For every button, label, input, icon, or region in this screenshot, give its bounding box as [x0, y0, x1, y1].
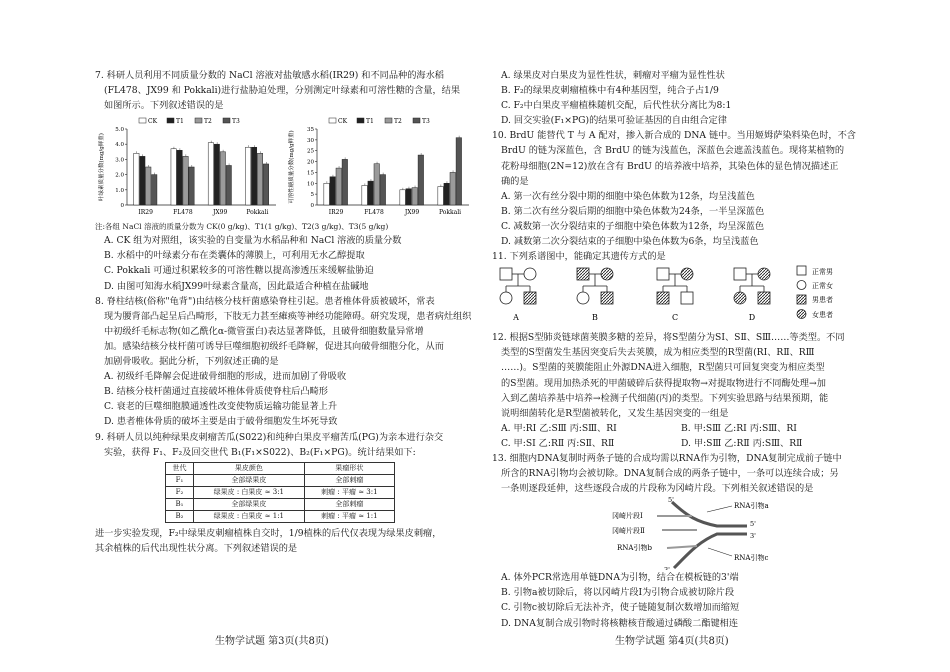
q9-option-b: B. F₂的绿果皮刺瘤植株中有4种基因型，纯合子占1/9: [501, 85, 719, 97]
q9-tail: 进一步实验发现，F₂中绿果皮刺瘤植株自交时，1/9植株的后代仅表现为绿果皮刺瘤， 其余植株的后代出现性状分离。下列叙述错误的是: [95, 527, 442, 554]
rna-primer-b-label: RNA引物b: [617, 544, 652, 553]
bar: [171, 149, 176, 205]
q9-option-a: A. 绿果皮对白果皮为显性性状，刺瘤对平瘤为显性性状: [501, 70, 725, 81]
q7-option-d: D. 由图可知海水稻JX99叶绿素含量高，因此最适合种植在盐碱地: [104, 280, 369, 292]
legend-swatch: [195, 118, 202, 123]
y-tick-label: 2.0: [115, 172, 124, 179]
q12-options: [492, 421, 870, 451]
legend-swatch: [167, 118, 174, 123]
y-tick-label: 0: [120, 203, 124, 210]
q9-option-c: C. F₂中白果皮平瘤植株随机交配，后代性状分离比为8:1: [501, 100, 732, 112]
bar: [183, 157, 188, 206]
table-header-row: 世代 果皮颜色 果瘤形状: [166, 462, 395, 474]
y-tick-label: 5.0: [115, 127, 124, 134]
x-tick-label: IR29: [138, 209, 153, 217]
legend-swatch: [223, 118, 230, 123]
svg-text:3': 3': [664, 566, 670, 571]
bar: [406, 189, 411, 205]
y-tick-label: 4.0: [115, 142, 124, 149]
legend-swatch: [357, 118, 364, 123]
bar: [438, 187, 443, 205]
bar: [189, 167, 194, 205]
q13-option-d: D. DNA复制合成引物时将核糖核苷酸通过磷酸二酯键相连: [501, 617, 739, 629]
x-tick-label: IR29: [328, 209, 344, 217]
bar: [226, 166, 231, 206]
bar: [456, 138, 461, 205]
bar: [450, 173, 455, 206]
y-tick-label: 0: [310, 203, 314, 210]
left-footer: 生物学试题 第3页(共8页): [215, 636, 329, 647]
q10-option-b: B. 第二次有丝分裂后期的细胞中染色体数为24条，一半呈深蓝色: [501, 205, 765, 217]
q8-options: [95, 369, 473, 429]
bar: [412, 188, 417, 205]
bar: [177, 151, 182, 206]
y-axis-label: 叶绿素质量分数(mg/g鲜重): [99, 133, 105, 202]
table-row: B₂ 绿果皮 : 白果皮 ≈ 1:1 刺瘤 : 平瘤 ≈ 1:1: [166, 510, 395, 522]
y-axis-label: 可溶性糖质量分数(mg/g鲜重): [289, 130, 295, 204]
q13-option-b: B. 引物a被切除后，将以冈崎片段Ⅰ为引物合成被切除片段: [501, 587, 735, 599]
svg-text:5': 5': [750, 520, 756, 529]
pedigree-diagrams: [492, 264, 870, 330]
legend-label: T2: [394, 118, 402, 126]
pedigree-label: D: [748, 313, 756, 323]
bar: [152, 175, 157, 205]
q7-option-c: C. Pokkali 可通过积累较多的可溶性糖以提高渗透压来缓解盐胁迫: [104, 265, 374, 277]
bar: [330, 177, 335, 205]
q8-option-b: B. 结核分枝杆菌通过直接破坏椎体骨质使脊柱后凸畸形: [104, 386, 328, 398]
right-page: [492, 68, 870, 631]
q9-stem: 9. 科研人员以纯种绿果皮刺瘤苦瓜(S022)和纯种白果皮平瘤苦瓜(PG)为亲本进行杂交 实验，获得 F₁、F₂及回交世代 B₁(F₁×S022)、B₂(F₁×PG)。统计结果如下:: [95, 431, 444, 458]
pedigree-label: C: [671, 313, 679, 323]
rna-primer-c-label: RNA引物c: [734, 554, 769, 563]
q7-options: [95, 233, 473, 293]
q10-option-a: A. 第一次有丝分裂中期的细胞中染色体数为12条，均呈浅蓝色: [501, 190, 755, 202]
q10-options: [492, 189, 870, 249]
legend-label: T1: [366, 118, 374, 126]
svg-text:女患者: 女患者: [812, 311, 833, 320]
legend-label: T2: [204, 118, 212, 126]
bar: [368, 181, 373, 205]
y-tick-label: 30: [307, 138, 314, 145]
dna-replication-diagram: [492, 496, 870, 570]
bar: [146, 167, 151, 205]
bar: [324, 184, 329, 206]
legend-swatch: [329, 118, 336, 123]
x-tick-label: FL478: [364, 209, 384, 217]
okazaki-fragment-1-label: 冈崎片段Ⅰ: [612, 512, 643, 521]
x-tick-label: JX99: [212, 209, 228, 217]
svg-text:男患者: 男患者: [812, 296, 833, 305]
pedigree-a: [500, 268, 536, 304]
y-tick-label: 20: [307, 159, 314, 166]
x-tick-label: Pokkali: [438, 209, 462, 217]
y-tick-label: 5: [310, 192, 314, 199]
q8-option-d: D. 患者椎体骨质的破坏主要是由于破骨细胞发生坏死导致: [104, 416, 338, 428]
q11-stem: 11. 下列系谱图中，能确定其遗传方式的是: [492, 251, 666, 263]
legend-label: CK: [338, 118, 348, 126]
bar: [336, 168, 341, 205]
q9-results-table: [165, 462, 395, 523]
q12-option-d: D. 甲:SⅢ 乙:RⅡ 丙:SⅢ、RⅡ: [681, 437, 803, 449]
table-row: F₂ 绿果皮 : 白果皮 ≈ 3:1 刺瘤 : 平瘤 ≈ 3:1: [166, 486, 395, 498]
pedigree-d: [734, 268, 770, 304]
legend-swatch: [139, 118, 146, 123]
rna-primer-a-label: RNA引物a: [734, 502, 769, 511]
table-row: B₁ 全部绿果皮 全部刺瘤: [166, 498, 395, 510]
legend-label: T3: [232, 118, 240, 126]
q12-option-b: B. 甲:SⅢ 乙:RⅠ 丙:SⅢ、RⅠ: [681, 422, 797, 434]
q12-stem: 12. 根据S型肺炎链球菌荚膜多糖的差异，将S型菌分为SⅠ、SⅡ、SⅢ……等类型。不同 类型的S型菌发生基因突变后失去荚膜，成为相应类型的R型菌(RⅠ、RⅡ、RⅢ ……)。S型菌的荚膜能阻止外源DNA进入细胞，R型菌只可回复突变为相应类型 的S型菌。现用加热杀死的甲菌破碎后获得提取物→对提取物进行不同酶处理→加 入到乙菌培养基中培养→检测子代细菌(丙)的类型。下列实验思路与结果预期，能 说明细菌转化是R型菌被转化，又发生基因突变的一组是: [492, 332, 845, 419]
bar: [263, 164, 268, 205]
y-tick-label: 10: [307, 181, 314, 188]
table-row: F₁ 全部绿果皮 全部刺瘤: [166, 474, 395, 486]
q9-option-d: D. 回交实验(F₁×PG)的结果可验证基因的自由组合定律: [501, 115, 727, 127]
bar: [374, 164, 379, 205]
svg-text:正常女: 正常女: [812, 282, 833, 291]
legend-swatch: [413, 118, 420, 123]
pedigree-label: B: [592, 313, 598, 323]
y-tick-label: 3.0: [115, 157, 124, 164]
bar: [362, 186, 367, 206]
bar: [245, 148, 250, 206]
bar: [251, 148, 256, 206]
q8-option-c: C. 衰老的巨噬细胞膜通透性改变使物质运输功能显著上升: [104, 401, 338, 413]
legend-label: T1: [176, 118, 184, 126]
x-tick-label: FL478: [173, 209, 193, 217]
q8-option-a: A. 初级纤毛降解会促进破骨细胞的形成，进而加剧了骨吸收: [104, 371, 347, 383]
bar: [400, 190, 405, 205]
legend-swatch: [385, 118, 392, 123]
bar: [134, 154, 139, 206]
bar: [208, 143, 213, 205]
chlorophyll-chart: [95, 115, 280, 221]
q10-option-c: C. 减数第一次分裂结束的子细胞中染色体数为12条，均呈深蓝色: [501, 220, 765, 232]
q8-stem: 8. 脊柱结核(俗称"龟背")由结核分枝杆菌感染脊柱引起。患者椎体骨质被破坏，常表 现为腰背部凸起呈后凸畸形，下肢无力甚至瘫痪等神经功能障碍。研究发现，患者病灶组织 中初级纤毛标志物(如乙酰化α-微管蛋白)表达显著降低，且破骨细胞数量异常增 加。感染结核分枝杆菌可诱导巨噬细胞初级纤毛降解，促进其向破骨细胞分化，从而 加剧骨吸收。据此分析，下列叙述正确的是: [95, 295, 472, 368]
q7-option-a: A. CK 组为对照组，该实验的自变量为水稻品种和 NaCl 溶液的质量分数: [104, 235, 402, 247]
q13-option-c: C. 引物c被切除后无法补齐，使子链随复制次数增加而缩短: [501, 602, 740, 614]
pedigree-label: A: [513, 313, 519, 323]
okazaki-fragment-2-label: 冈崎片段Ⅱ: [612, 527, 645, 536]
svg-text:3': 3': [750, 532, 756, 541]
y-tick-label: 15: [307, 170, 314, 177]
svg-text:5': 5': [668, 496, 674, 505]
y-tick-label: 25: [307, 148, 314, 155]
legend-label: T3: [422, 118, 430, 126]
x-tick-label: JX99: [404, 209, 420, 217]
pedigree-c: [657, 268, 693, 304]
q7-stem: 7. 科研人员利用不同质量分数的 NaCl 溶液对盐敏感水稻(IR29) 和不同品种的海水稻 (FL478、JX99 和 Pokkali)进行盐胁迫处理，分别测定叶绿素和可溶性糖的含量，结果 如图所示。下列叙述错误的是: [95, 70, 461, 112]
right-footer: 生物学试题 第4页(共8页): [615, 636, 729, 647]
q12-option-c: C. 甲:SⅠ 乙:RⅡ 丙:SⅡ、RⅡ: [501, 437, 615, 449]
q7-charts: [95, 115, 473, 221]
left-page: [95, 68, 473, 556]
bar: [418, 155, 423, 205]
q9-options: [492, 68, 870, 128]
bar: [220, 152, 225, 205]
q10-stem: 10. BrdU 能替代 T 与 A 配对，掺入新合成的 DNA 链中。当用姬姆萨染料染色时，不含 BrdU 的链为深蓝色，含 BrdU 的链为浅蓝色，深蓝色会遮盖浅蓝色。现将某植物的 花粉母细胞(2N=12)放在含有 BrdU 的培养液中培养，其染色体的显色情况描述正 确的是: [492, 130, 856, 187]
bar: [444, 184, 449, 206]
q12-option-a: A. 甲:RⅠ 乙:SⅢ 丙:SⅢ、RⅠ: [501, 422, 617, 434]
bar: [380, 175, 385, 205]
bar: [214, 144, 219, 205]
q13-option-a: A. 体外PCR常选用单链DNA为引物，结合在模板链的3'端: [501, 572, 739, 584]
y-tick-label: 35: [307, 127, 314, 134]
y-tick-label: 1.0: [115, 188, 124, 195]
q13-options: [492, 570, 870, 630]
q13-stem: 13. 细胞内DNA复制时两条子链的合成均需以RNA作为引物，DNA复制完成前子链中 所含的RNA引物均会被切除。DNA复制合成的两条子链中，一条可以连续合成；另 一条则逐段延伸，这些逐段合成的片段称为冈崎片段。下列相关叙述错误的是: [492, 452, 842, 495]
svg-text:正常男: 正常男: [812, 268, 833, 277]
q10-option-d: D. 减数第二次分裂结束的子细胞中染色体数为6条，均呈浅蓝色: [501, 236, 759, 248]
sugar-chart: [285, 115, 473, 221]
chart-note: 注:各组 NaCl 溶液的质量分数为 CK(0 g/kg)、T1(1 g/kg)、T2(3 g/kg)、T3(5 g/kg): [95, 222, 389, 232]
pedigree-b: [577, 268, 613, 304]
legend-label: CK: [148, 118, 158, 126]
pedigree-legend: [797, 266, 833, 319]
x-tick-label: Pokkali: [246, 209, 269, 217]
bar: [140, 157, 145, 206]
q7-option-b: B. 水稻中的叶绿素分布在类囊体的薄膜上，可利用无水乙醇提取: [104, 250, 365, 262]
bar: [257, 154, 262, 206]
bar: [342, 160, 347, 206]
q11-pedigrees: [492, 264, 870, 330]
